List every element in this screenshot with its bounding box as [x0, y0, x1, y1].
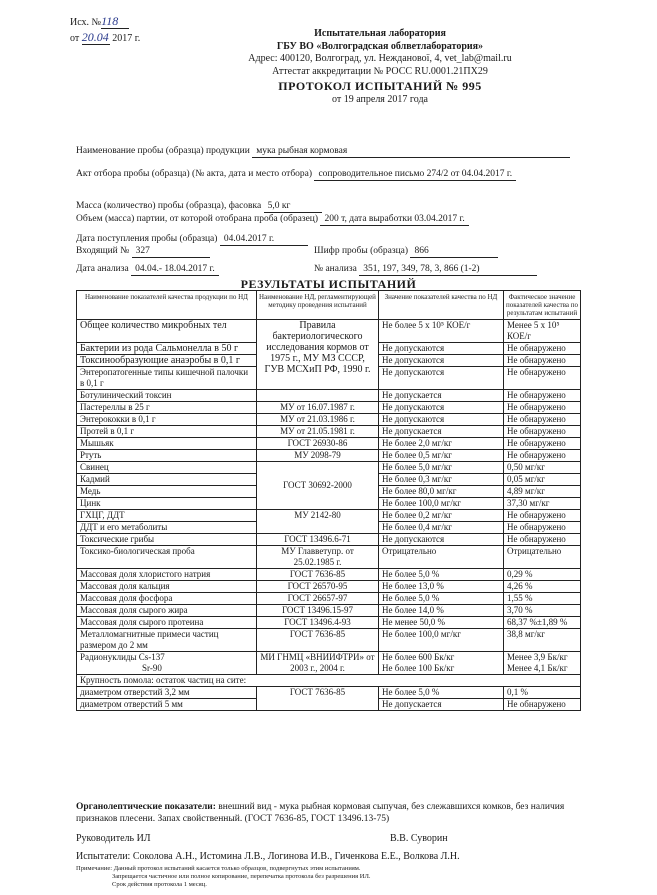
analysis-date-label: Дата анализа [76, 264, 129, 274]
act-field [76, 169, 516, 181]
fact-cell: 1,55 % [504, 593, 581, 605]
header-indicator: Наименование показателей качества продукции по НД [77, 291, 257, 320]
norm-cell: Не более 0,2 мг/кг [379, 510, 504, 522]
method-cell: МУ Главветупр. от 25.02.1985 г. [257, 546, 379, 569]
table-row [77, 414, 581, 426]
lab-org: ГБУ ВО «Волгоградская облветлаборатория» [276, 40, 484, 52]
fact-cell: Не обнаружено [504, 343, 581, 355]
header-fact: Фактическое значение показателей качества по результатам испытаний [504, 291, 581, 320]
norm-cell: Не более 5,0 мг/кг [379, 462, 504, 474]
cipher-label: Шифр пробы (образца) [314, 246, 409, 256]
fact-cell: 4,26 % [504, 581, 581, 593]
volume-label: Объем (масса) партии, от которой отобрана проба (образец) [76, 214, 319, 224]
method-cell [257, 390, 379, 402]
fact-cell [504, 652, 581, 675]
norm-cell: Не более 0,3 мг/кг [379, 474, 504, 486]
method-cell: МУ 2098-79 [257, 450, 379, 462]
norm-cell: Не более 2,0 мг/кг [379, 438, 504, 450]
method-cell: ГОСТ 13496.4-93 [257, 617, 379, 629]
table-row [77, 438, 581, 450]
incoming-label: Входящий № [76, 246, 130, 256]
norm-cell: Не допускаются [379, 534, 504, 546]
method-cell: ГОСТ 26570-95 [257, 581, 379, 593]
table-row [77, 617, 581, 629]
mass-field [76, 201, 322, 213]
table-row [77, 593, 581, 605]
sample-name-value: мука рыбная кормовая [252, 146, 570, 158]
head-signature-name: В.В. Суворин [390, 833, 448, 844]
analysis-date-value: 04.04.- 18.04.2017 г. [131, 264, 219, 276]
indicator-cell: ДДТ и его метаболиты [77, 522, 257, 534]
fact-cell: 0,1 % [504, 687, 581, 699]
table-row [77, 320, 581, 343]
table-row [77, 402, 581, 414]
norm-cell: Не менее 50,0 % [379, 617, 504, 629]
radionuclides-row [77, 652, 581, 675]
analysis-number-label: № анализа [314, 264, 357, 274]
note-label: Примечание: [76, 865, 113, 872]
sample-name-field [76, 146, 570, 158]
outgoing-label: Исх. № [70, 17, 102, 28]
fact-cell: 0,50 мг/кг [504, 462, 581, 474]
norm-cell: Не более 13,0 % [379, 581, 504, 593]
cipher-value: 866 [410, 246, 498, 258]
fact-cs: Менее 3,9 Бк/кг [507, 652, 568, 662]
norm-cell: Не более 0,4 мг/кг [379, 522, 504, 534]
indicator-cell [77, 652, 257, 675]
act-value: сопроводительное письмо 274/2 от 04.04.2017 г. [314, 169, 516, 181]
fact-cell: Не обнаружено [504, 522, 581, 534]
fact-cell: Не обнаружено [504, 450, 581, 462]
grind-method-cell: ГОСТ 7636-85 [257, 687, 379, 711]
sample-name-label: Наименование пробы (образца) продукции [76, 146, 250, 156]
method-cell: ГОСТ 26930-86 [257, 438, 379, 450]
indicator-cell: диаметром отверстий 5 мм [77, 699, 257, 711]
norm-cell: Не более 5,0 % [379, 687, 504, 699]
indicator-cell: Массовая доля фосфора [77, 593, 257, 605]
fact-cell: Не обнаружено [504, 390, 581, 402]
head-signature-label: Руководитель ИЛ [76, 833, 151, 844]
fact-cell: 0,05 мг/кг [504, 474, 581, 486]
fact-cell: Отрицательно [504, 546, 581, 569]
radionuclide-sr-label: Sr-90 [142, 663, 162, 673]
note-line-3: Срок действия протокола 1 месяц. [112, 881, 207, 888]
table-row [77, 426, 581, 438]
indicator-cell: Бактерии из рода Сальмонелла в 50 г [77, 343, 257, 355]
table-row [77, 605, 581, 617]
act-label: Акт отбора пробы (образца) (№ акта, дата и место отбора) [76, 169, 313, 179]
norm-cell: Не более 5,0 % [379, 569, 504, 581]
table-row [77, 390, 581, 402]
lab-header [200, 28, 560, 78]
volume-field [76, 214, 469, 226]
norm-cell: Не более 100,0 мг/кг [379, 498, 504, 510]
lab-title: Испытательная лаборатория [314, 28, 446, 39]
indicator-cell: Мышьяк [77, 438, 257, 450]
table-row [77, 569, 581, 581]
norm-cell: Не более 80,0 мг/кг [379, 486, 504, 498]
fact-sr: Менее 4,1 Бк/кг [507, 663, 568, 673]
norm-cell: Не допускается [379, 699, 504, 711]
indicator-cell: Массовая доля сырого жира [77, 605, 257, 617]
indicator-cell: Токсико-биологическая проба [77, 546, 257, 569]
organoleptic-block [76, 801, 586, 825]
fact-cell: Не обнаружено [504, 426, 581, 438]
norm-cell: Не допускаются [379, 402, 504, 414]
indicator-cell: Медь [77, 486, 257, 498]
fact-cell: 38,8 мг/кг [504, 629, 581, 652]
micro-method-cell: Правила бактериологического исследования кормов от 1975 г., МУ МЗ СССР, ГУВ МСХиП РФ, 1990 г. [257, 320, 379, 390]
testers-line: Испытатели: Соколова А.Н., Истомина Л.В., Логинова И.В., Гиченкова Е.Е., Волкова Л.Н. [76, 851, 460, 862]
norm-cell: Не допускаются [379, 367, 504, 390]
indicator-cell: Токсические грибы [77, 534, 257, 546]
method-cell: ГОСТ 7636-85 [257, 629, 379, 652]
protocol-title: ПРОТОКОЛ ИСПЫТАНИЙ № 995 [278, 79, 482, 93]
indicator-cell: диаметром отверстий 3,2 мм [77, 687, 257, 699]
norm-cell [379, 652, 504, 675]
analysis-date-field [76, 264, 219, 276]
fact-cell: Не обнаружено [504, 402, 581, 414]
indicator-cell: Энтерококки в 0,1 г [77, 414, 257, 426]
analysis-number-field [314, 264, 537, 276]
outgoing-number-handwritten: 118 [101, 14, 129, 29]
table-row [77, 450, 581, 462]
arrival-label: Дата поступления пробы (образца) [76, 234, 218, 244]
indicator-cell: Массовая доля кальция [77, 581, 257, 593]
protocol-date: от 19 апреля 2017 года [331, 94, 428, 105]
outgoing-number-block [70, 14, 140, 46]
indicator-cell: Пастереллы в 25 г [77, 402, 257, 414]
organoleptic-text: внешний вид - мука рыбная кормовая сыпучая, без слежавшихся комков, без наличия признаков плесени. Запах свойственный. (ГОСТ 7636-85, ГОСТ 13496.13-75) [76, 802, 565, 824]
results-title: РЕЗУЛЬТАТЫ ИСПЫТАНИЙ [240, 277, 417, 291]
table-row [77, 534, 581, 546]
lab-address: Адрес: 400120, Волгоград, ул. Нежданової, 4, vet_lab@mail.ru [248, 53, 512, 64]
cipher-field [314, 246, 498, 258]
fact-cell: 68,37 %±1,89 % [504, 617, 581, 629]
method-cell: ГОСТ 13496.6-71 [257, 534, 379, 546]
indicator-cell: ГХЦГ, ДДТ [77, 510, 257, 522]
protocol-heading [200, 79, 560, 105]
note-line-2: Запрещается частичное или полное копирование, перепечатка протокола без разрешения ИЛ. [112, 873, 371, 880]
mass-value: 5,0 кг [264, 201, 322, 213]
fact-cell: 4,89 мг/кг [504, 486, 581, 498]
table-row [77, 687, 581, 699]
table-row [77, 462, 581, 474]
norm-sr: Не более 100 Бк/кг [382, 663, 455, 673]
method-cell: ГОСТ 26657-97 [257, 593, 379, 605]
fact-cell: Не обнаружено [504, 699, 581, 711]
note-line-1: Данный протокол испытаний касается только образцов, подвергнутых этим испытаниям. [113, 865, 361, 872]
footnote [76, 865, 576, 889]
fact-cell: 0,29 % [504, 569, 581, 581]
norm-cell: Не более 5,0 % [379, 593, 504, 605]
indicator-cell: Цинк [77, 498, 257, 510]
fact-cell: Не обнаружено [504, 367, 581, 390]
fact-cell: Не обнаружено [504, 510, 581, 522]
indicator-cell: Ботулинический токсин [77, 390, 257, 402]
method-cell: ГОСТ 7636-85 [257, 569, 379, 581]
incoming-value: 327 [132, 246, 210, 258]
norm-cell: Отрицательно [379, 546, 504, 569]
indicator-cell: Металломагнитные примеси частиц размером до 2 мм [77, 629, 257, 652]
indicator-cell: Токсинообразующие анаэробы в 0,1 г [77, 355, 257, 367]
pest-method-cell: МУ 2142-80 [257, 510, 379, 534]
fact-cell: Не обнаружено [504, 534, 581, 546]
arrival-value: 04.04.2017 г. [220, 234, 308, 246]
metals-method-cell: ГОСТ 30692-2000 [257, 462, 379, 510]
table-row [77, 581, 581, 593]
fact-cell: Менее 5 х 10⁵ КОЕ/г [504, 320, 581, 343]
date-prefix: от [70, 33, 80, 44]
norm-cell: Не допускается [379, 390, 504, 402]
norm-cell: Не допускается [379, 426, 504, 438]
table-row [77, 629, 581, 652]
indicator-cell: Массовая доля сырого протеина [77, 617, 257, 629]
indicator-cell: Ртуть [77, 450, 257, 462]
fact-cell: Не обнаружено [504, 438, 581, 450]
indicator-cell: Свинец [77, 462, 257, 474]
indicator-cell: Массовая доля хлористого натрия [77, 569, 257, 581]
fact-cell: Не обнаружено [504, 414, 581, 426]
outgoing-year: 2017 г. [112, 33, 141, 44]
arrival-field [76, 234, 308, 246]
indicator-cell: Протей в 0,1 г [77, 426, 257, 438]
indicator-cell: Кадмий [77, 474, 257, 486]
method-cell: МУ от 21.05.1981 г. [257, 426, 379, 438]
mass-label: Масса (количество) пробы (образца), фасовка [76, 201, 262, 211]
norm-cs: Не более 600 Бк/кг [382, 652, 455, 662]
organoleptic-label: Органолептические показатели: [76, 802, 216, 812]
method-cell: МИ ГНМЦ «ВНИИФТРИ» от 2003 г., 2004 г. [257, 652, 379, 675]
norm-cell: Не допускаются [379, 414, 504, 426]
header-method: Наименование НД, регламентирующей методику проведения испытаний [257, 291, 379, 320]
norm-cell: Не допускаются [379, 355, 504, 367]
grind-title-row [77, 675, 581, 687]
header-norm: Значение показателей качества по НД [379, 291, 504, 320]
volume-value: 200 т, дата выработки 03.04.2017 г. [320, 214, 468, 226]
results-table [76, 290, 581, 711]
norm-cell: Не допускаются [379, 343, 504, 355]
date-handwritten: 20.04 [81, 30, 109, 44]
norm-cell: Не более 14,0 % [379, 605, 504, 617]
table-row [77, 510, 581, 522]
analysis-number-value: 351, 197, 349, 78, 3, 866 (1-2) [359, 264, 537, 276]
indicator-cell: Энтеропатогенные типы кишечной палочки в 0,1 г [77, 367, 257, 390]
fact-cell: Не обнаружено [504, 355, 581, 367]
table-row [77, 546, 581, 569]
grind-title: Крупность помола: остаток частиц на сите: [77, 675, 581, 687]
method-cell: МУ от 16.07.1987 г. [257, 402, 379, 414]
incoming-field [76, 246, 210, 258]
indicator-cell: Общее количество микробных тел [77, 320, 257, 343]
norm-cell: Не более 5 х 10⁵ КОЕ/г [379, 320, 504, 343]
norm-cell: Не более 0,5 мг/кг [379, 450, 504, 462]
method-cell: ГОСТ 13496.15-97 [257, 605, 379, 617]
fact-cell: 3,70 % [504, 605, 581, 617]
lab-accreditation: Аттестат аккредитации № РОСС RU.0001.21ПХ29 [272, 65, 488, 77]
fact-cell: 37,30 мг/кг [504, 498, 581, 510]
norm-cell: Не более 100,0 мг/кг [379, 629, 504, 652]
method-cell: МУ от 21.03.1986 г. [257, 414, 379, 426]
results-header-row [77, 291, 581, 320]
radionuclide-cs-label: Радионуклиды Cs-137 [80, 652, 165, 662]
